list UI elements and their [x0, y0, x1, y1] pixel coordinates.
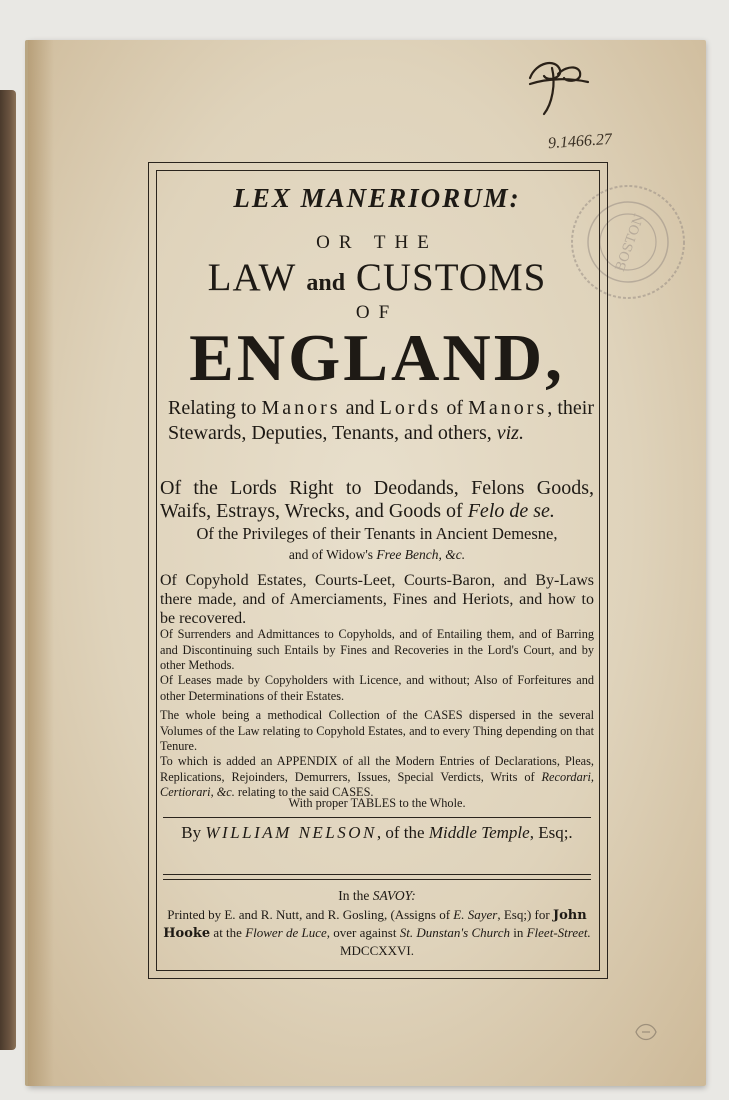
shelfmark-annotation: 9.1466.27 [547, 130, 613, 153]
title-england: ENGLAND, [189, 321, 565, 395]
relating-paragraph: Relating to Manors and Lords of Manors, their Stewards, Deputies, Tenants, and others, viz. [168, 397, 594, 444]
corner-stamp-mark [632, 1020, 660, 1044]
author-line: By WILLIAM NELSON, of the Middle Temple, Esq;. [181, 823, 573, 842]
paragraph-appendix: To which is added an APPENDIX of all the Modern Entries of Declarations, Pleas, Replications, Rejoinders, Demurrers, Issues, Special Verdicts, Writs of Recordari, Certiorari, &c. relating to the said CASES. [160, 754, 595, 799]
imprint-place: In the SAVOY: [338, 888, 416, 903]
paragraph-privileges: Of the Privileges of their Tenants in Ancient Demesne, [196, 524, 558, 543]
subtitle-or-the: OR THE [316, 232, 438, 253]
subtitle-of: OF [355, 302, 399, 323]
title-law-and-customs: LAW and CUSTOMS [207, 256, 547, 299]
paragraph-surrenders: Of Surrenders and Admittances to Copyholds, and of Entailing them, and of Barring and Discontinuing such Entails by Fines and Recoveries in the Lord's Court, and by other Methods. [160, 627, 594, 672]
handwritten-signature [522, 48, 592, 118]
rule-above-author [163, 817, 591, 818]
double-rule-top [163, 874, 591, 875]
adjacent-book-spine [0, 90, 16, 1050]
paragraph-widows-bench: and of Widow's Free Bench, &c. [288, 547, 466, 562]
paragraph-copyhold: Of Copyhold Estates, Courts-Leet, Courts-Baron, and By-Laws there made, and of Amerciaments, Fines and Heriots, and how to be recovered. [160, 572, 594, 627]
paragraph-leases: Of Leases made by Copyholders with Licence, and without; Also of Forfeitures and other Determinations of their Estates. [160, 673, 594, 703]
stamp-text: BOSTON [613, 212, 648, 274]
paragraph-tables: With proper TABLES to the Whole. [288, 796, 466, 810]
double-rule-bottom [163, 879, 591, 880]
imprint-printer: Printed by E. and R. Nutt, and R. Gosling, (Assigns of E. Sayer, Esq;) for John Hooke at the Flower de Luce, over against St. Dunstan's Church in Fleet-Street. MDCCXXVI. [163, 907, 591, 958]
paragraph-collection: The whole being a methodical Collection of the CASES dispersed in the several Volumes of the Law relating to Copyhold Estates, and to every Thing depending on that Tenure. [160, 708, 595, 753]
main-title: LEX MANERIORUM: [233, 183, 521, 213]
paragraph-deodands: Of the Lords Right to Deodands, Felons Goods, Waifs, Estrays, Wrecks, and Goods of Felo de se. [160, 477, 594, 522]
